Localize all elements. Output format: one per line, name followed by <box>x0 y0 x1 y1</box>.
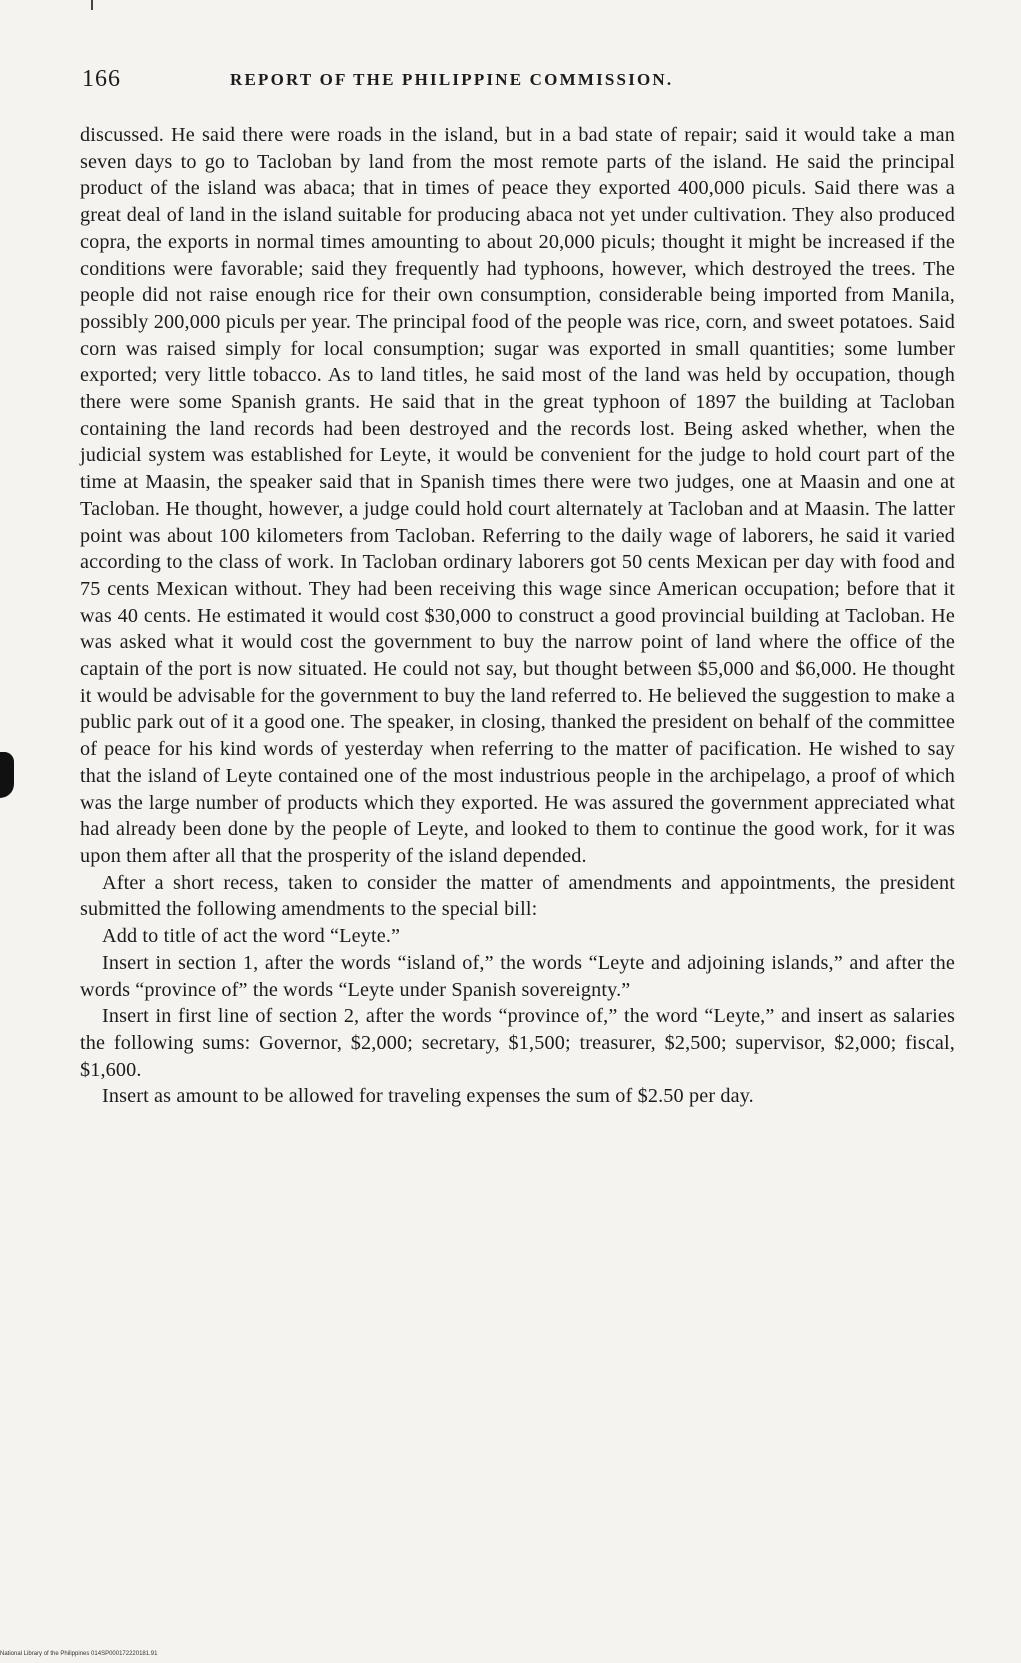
paragraph: Insert as amount to be allowed for traveling expenses the sum of $2.50 per day. <box>102 1085 754 1108</box>
paragraph: Insert in first line of section 2, after the words “province of,” the word “Leyte,” and insert as salaries the following sums: Governor, $2,000; secretary, $1,500; treasurer, $2,500; supervisor, $2,000; fiscal, $1,600. <box>80 1005 955 1081</box>
scan-artifact <box>91 0 93 10</box>
scan-artifact <box>0 752 14 798</box>
scan-credit: National Library of the Philippines 014SP000172220181.91 <box>0 1651 158 1657</box>
body-text <box>80 122 955 1110</box>
paragraph: Add to title of act the word “Leyte.” <box>102 925 401 948</box>
page-header <box>82 66 962 96</box>
paragraph: Insert in section 1, after the words “island of,” the words “Leyte and adjoining islands,” and after the words “province of” the words “Leyte under Spanish sovereignty.” <box>80 951 955 1001</box>
paragraph: discussed. He said there were roads in the island, but in a bad state of repair; said it would take a man seven days to go to Tacloban by land from the most remote parts of the island. He said the principal product of the island was abaca; that in times of peace they exported 400,000 piculs. Said there was a great deal of land in the island suitable for producing abaca not yet under cultivation. They also produced copra, the exports in normal times amounting to about 20,000 piculs; thought it might be increased if the conditions were favorable; said they frequently had typhoons, however, which destroyed the trees. The people did not raise enough rice for their own consumption, considerable being imported from Manila, possibly 200,000 piculs per year. The principal food of the people was rice, corn, and sweet potatoes. Said corn was raised simply for local consumption; sugar was exported in small quantities; some lumber exported; very little tobacco. As to land titles, he said most of the land was held by occupation, though there were some Spanish grants. He said that in the great typhoon of 1897 the building at Tacloban containing the land records had been destroyed and the records lost. Being asked whether, when the judicial system was established for Leyte, it would be convenient for the judge to hold court part of the time at Maasin, the speaker said that in Spanish times there were two judges, one at Maasin and one at Tacloban. He thought, however, a judge could hold court alternately at Tacloban and at Maasin. The latter point was about 100 kilometers from Tacloban. Referring to the daily wage of laborers, he said it varied according to the class of work. In Tacloban ordinary laborers got 50 cents Mexican per day with food and 75 cents Mexican without. They had been receiving this wage since American occupation; before that it was 40 cents. He estimated it would cost $30,000 to construct a good provincial building at Tacloban. He was asked what it would cost the government to buy the narrow point of land where the office of the captain of the port is now situated. He could not say, but thought between $5,000 and $6,000. He thought it would be advisable for the government to buy the land referred to. He believed the suggestion to make a public park out of it a good one. The speaker, in closing, thanked the president on behalf of the committee of peace for his kind words of yesterday when referring to the matter of pacification. He wished to say that the island of Leyte contained one of the most industrious people in the archipelago, a proof of which was the large number of products which they exported. He was assured the government appreciated what had already been done by the people of Leyte, and looked to them to continue the good work, for it was upon them after all that the prosperity of the island depended. <box>80 124 955 867</box>
page-number: 166 <box>82 66 121 92</box>
paragraph: After a short recess, taken to consider the matter of amendments and appointments, the president submitted the following amendments to the special bill: <box>80 871 955 921</box>
running-head: REPORT OF THE PHILIPPINE COMMISSION. <box>230 70 674 89</box>
